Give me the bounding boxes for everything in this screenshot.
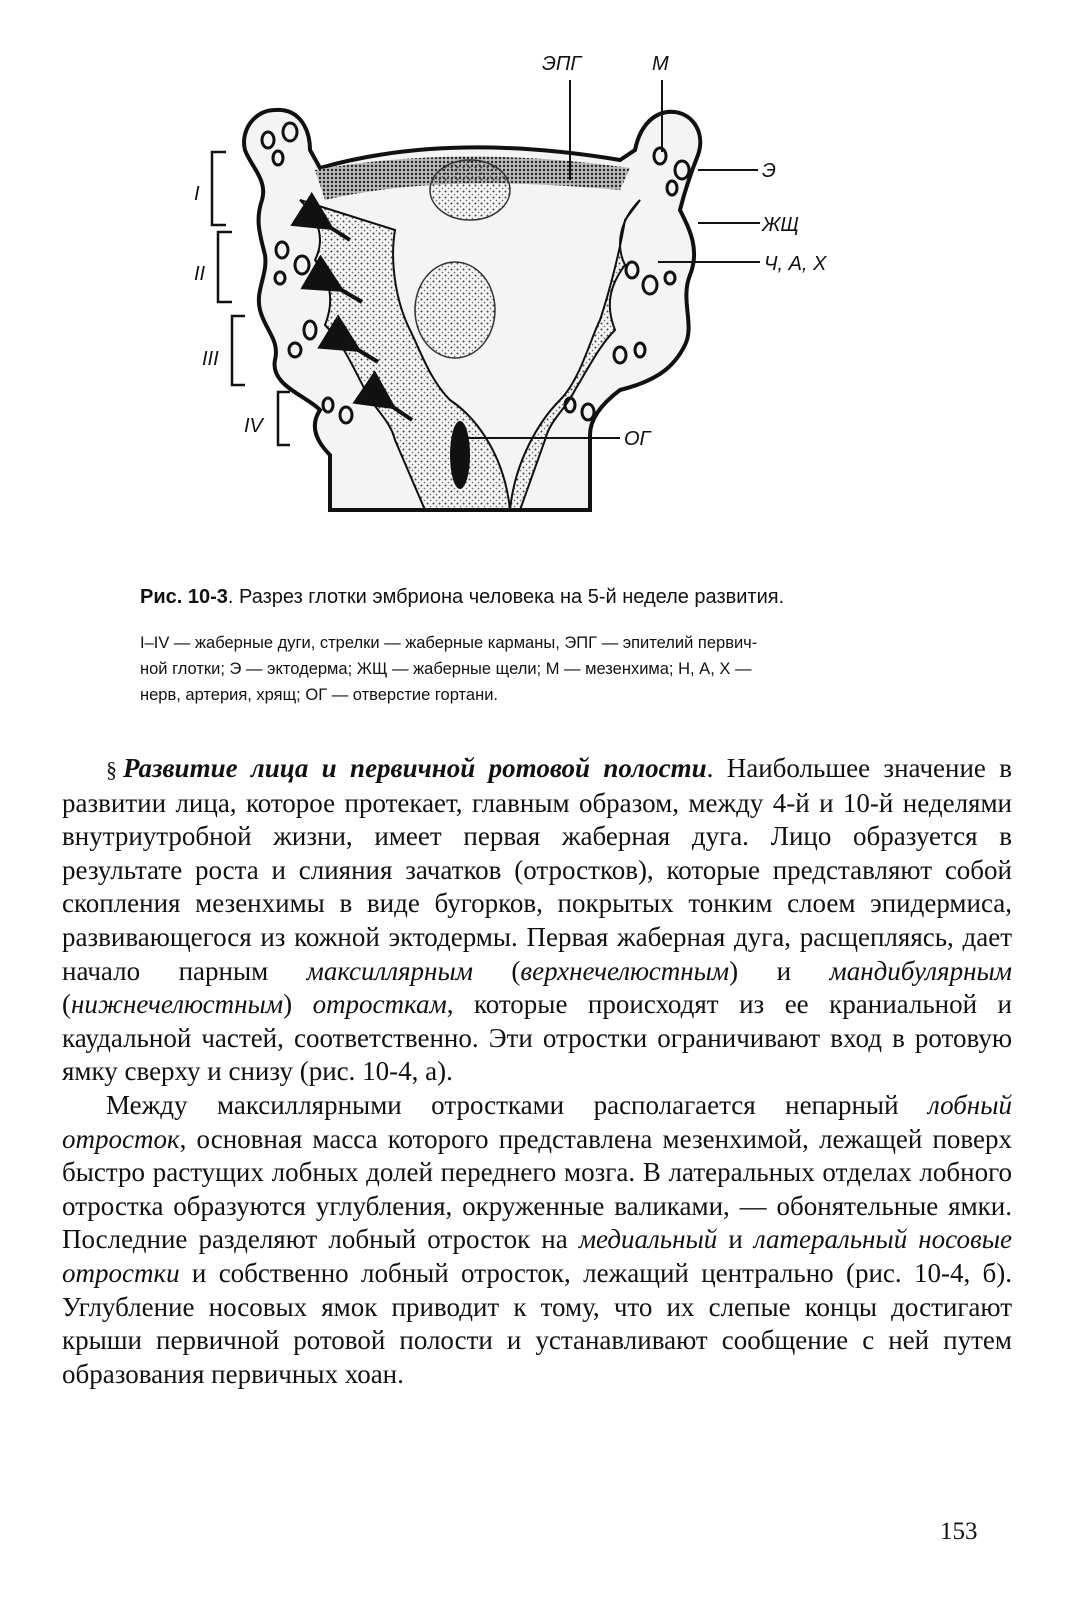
- term: лобный отросток: [62, 1089, 1012, 1154]
- legend-line: нерв, артерия, хрящ; ОГ — отверстие гортани.: [140, 686, 498, 704]
- figure-pharynx-section: [150, 40, 910, 570]
- term: латеральный носовые отростки: [62, 1224, 1012, 1288]
- term: мандибулярным: [829, 955, 1012, 986]
- label-arch-iv: IV: [244, 415, 263, 437]
- text-run: ): [283, 989, 313, 1020]
- text-run: Между максиллярными отростками располагается непарный: [106, 1089, 928, 1120]
- paragraph: [62, 752, 1012, 1089]
- figure-caption: [140, 586, 920, 609]
- section-heading: Развитие лица и первичной ротовой полости: [123, 753, 707, 783]
- text-run: (: [62, 989, 71, 1020]
- term: максиллярным: [306, 955, 473, 986]
- legend-line: ной глотки; Э — эктодерма; ЖЩ — жаберные щели; М — мезенхима; Н, А, Х —: [140, 660, 752, 678]
- label-arch-i: I: [194, 183, 200, 205]
- section-mark: §: [106, 757, 117, 782]
- page-number: 153: [940, 1518, 978, 1545]
- figure-title: . Разрез глотки эмбриона человека на 5-й неделе развития.: [227, 586, 785, 608]
- term: отросткам: [312, 989, 447, 1020]
- text-run: . Наибольшее значение в развитии лица, которое протекает, главным образом, между 4-й и 10-й неделями внутриутробной жизни, имеет первая жаберная дуга. Лицо образуется в результате роста и слияния зачатков (отростков), которые представляют собой скопления мезенхимы в виде бугорков, покрытых тонким слоем эпидермиса, развивающегося из кожной эктодермы. Первая жаберная дуга, расщепляясь, дает начало парным: [62, 753, 1013, 986]
- body-text: [62, 752, 1012, 1391]
- text-run: , которые происходят из ее краниальной и каудальной частей, соответственно. Эти отростки ограничивают вход в ротовую ямку сверху и снизу (рис. 10-4, а).: [62, 989, 1012, 1087]
- text-run: и: [717, 1224, 754, 1255]
- paragraph: [62, 1089, 1012, 1391]
- text-run: (: [472, 955, 521, 986]
- term: нижнечелюстным: [71, 989, 284, 1020]
- label-e: Э: [762, 160, 776, 182]
- label-m: М: [652, 53, 669, 75]
- label-arch-ii: II: [194, 263, 206, 285]
- term: верхнечелюстным: [520, 955, 730, 986]
- term: медиальный: [578, 1224, 718, 1255]
- label-zhsch: ЖЩ: [762, 214, 799, 236]
- text-run: , основная масса которого представлена мезенхимой, лежащей поверх быстро растущих лобных долей переднего мозга. В латеральных отделах лобного отростка образуются углубления, окруженные валиками, — обонятельные ямки. Последние разделяют лобный отросток на: [62, 1123, 1012, 1255]
- label-nax: Ч, А, Х: [764, 253, 827, 275]
- label-arch-iii: III: [202, 348, 219, 370]
- label-og: ОГ: [624, 428, 651, 450]
- legend-line: I–IV — жаберные дуги, стрелки — жаберные карманы, ЭПГ — эпителий первич-: [140, 634, 758, 652]
- label-epg: ЭПГ: [542, 53, 582, 75]
- figure-number: Рис. 10-3: [140, 586, 228, 608]
- text-run: и собственно лобный отросток, лежащий центрально (рис. 10-4, б). Углубление носовых ямок приводит к тому, что их слепые концы достигают крыши первичной ротовой полости и устанавливают сообщение с ней путем образования первичных хоан.: [62, 1257, 1012, 1389]
- text-run: ) и: [729, 955, 830, 986]
- figure-legend: [140, 630, 920, 708]
